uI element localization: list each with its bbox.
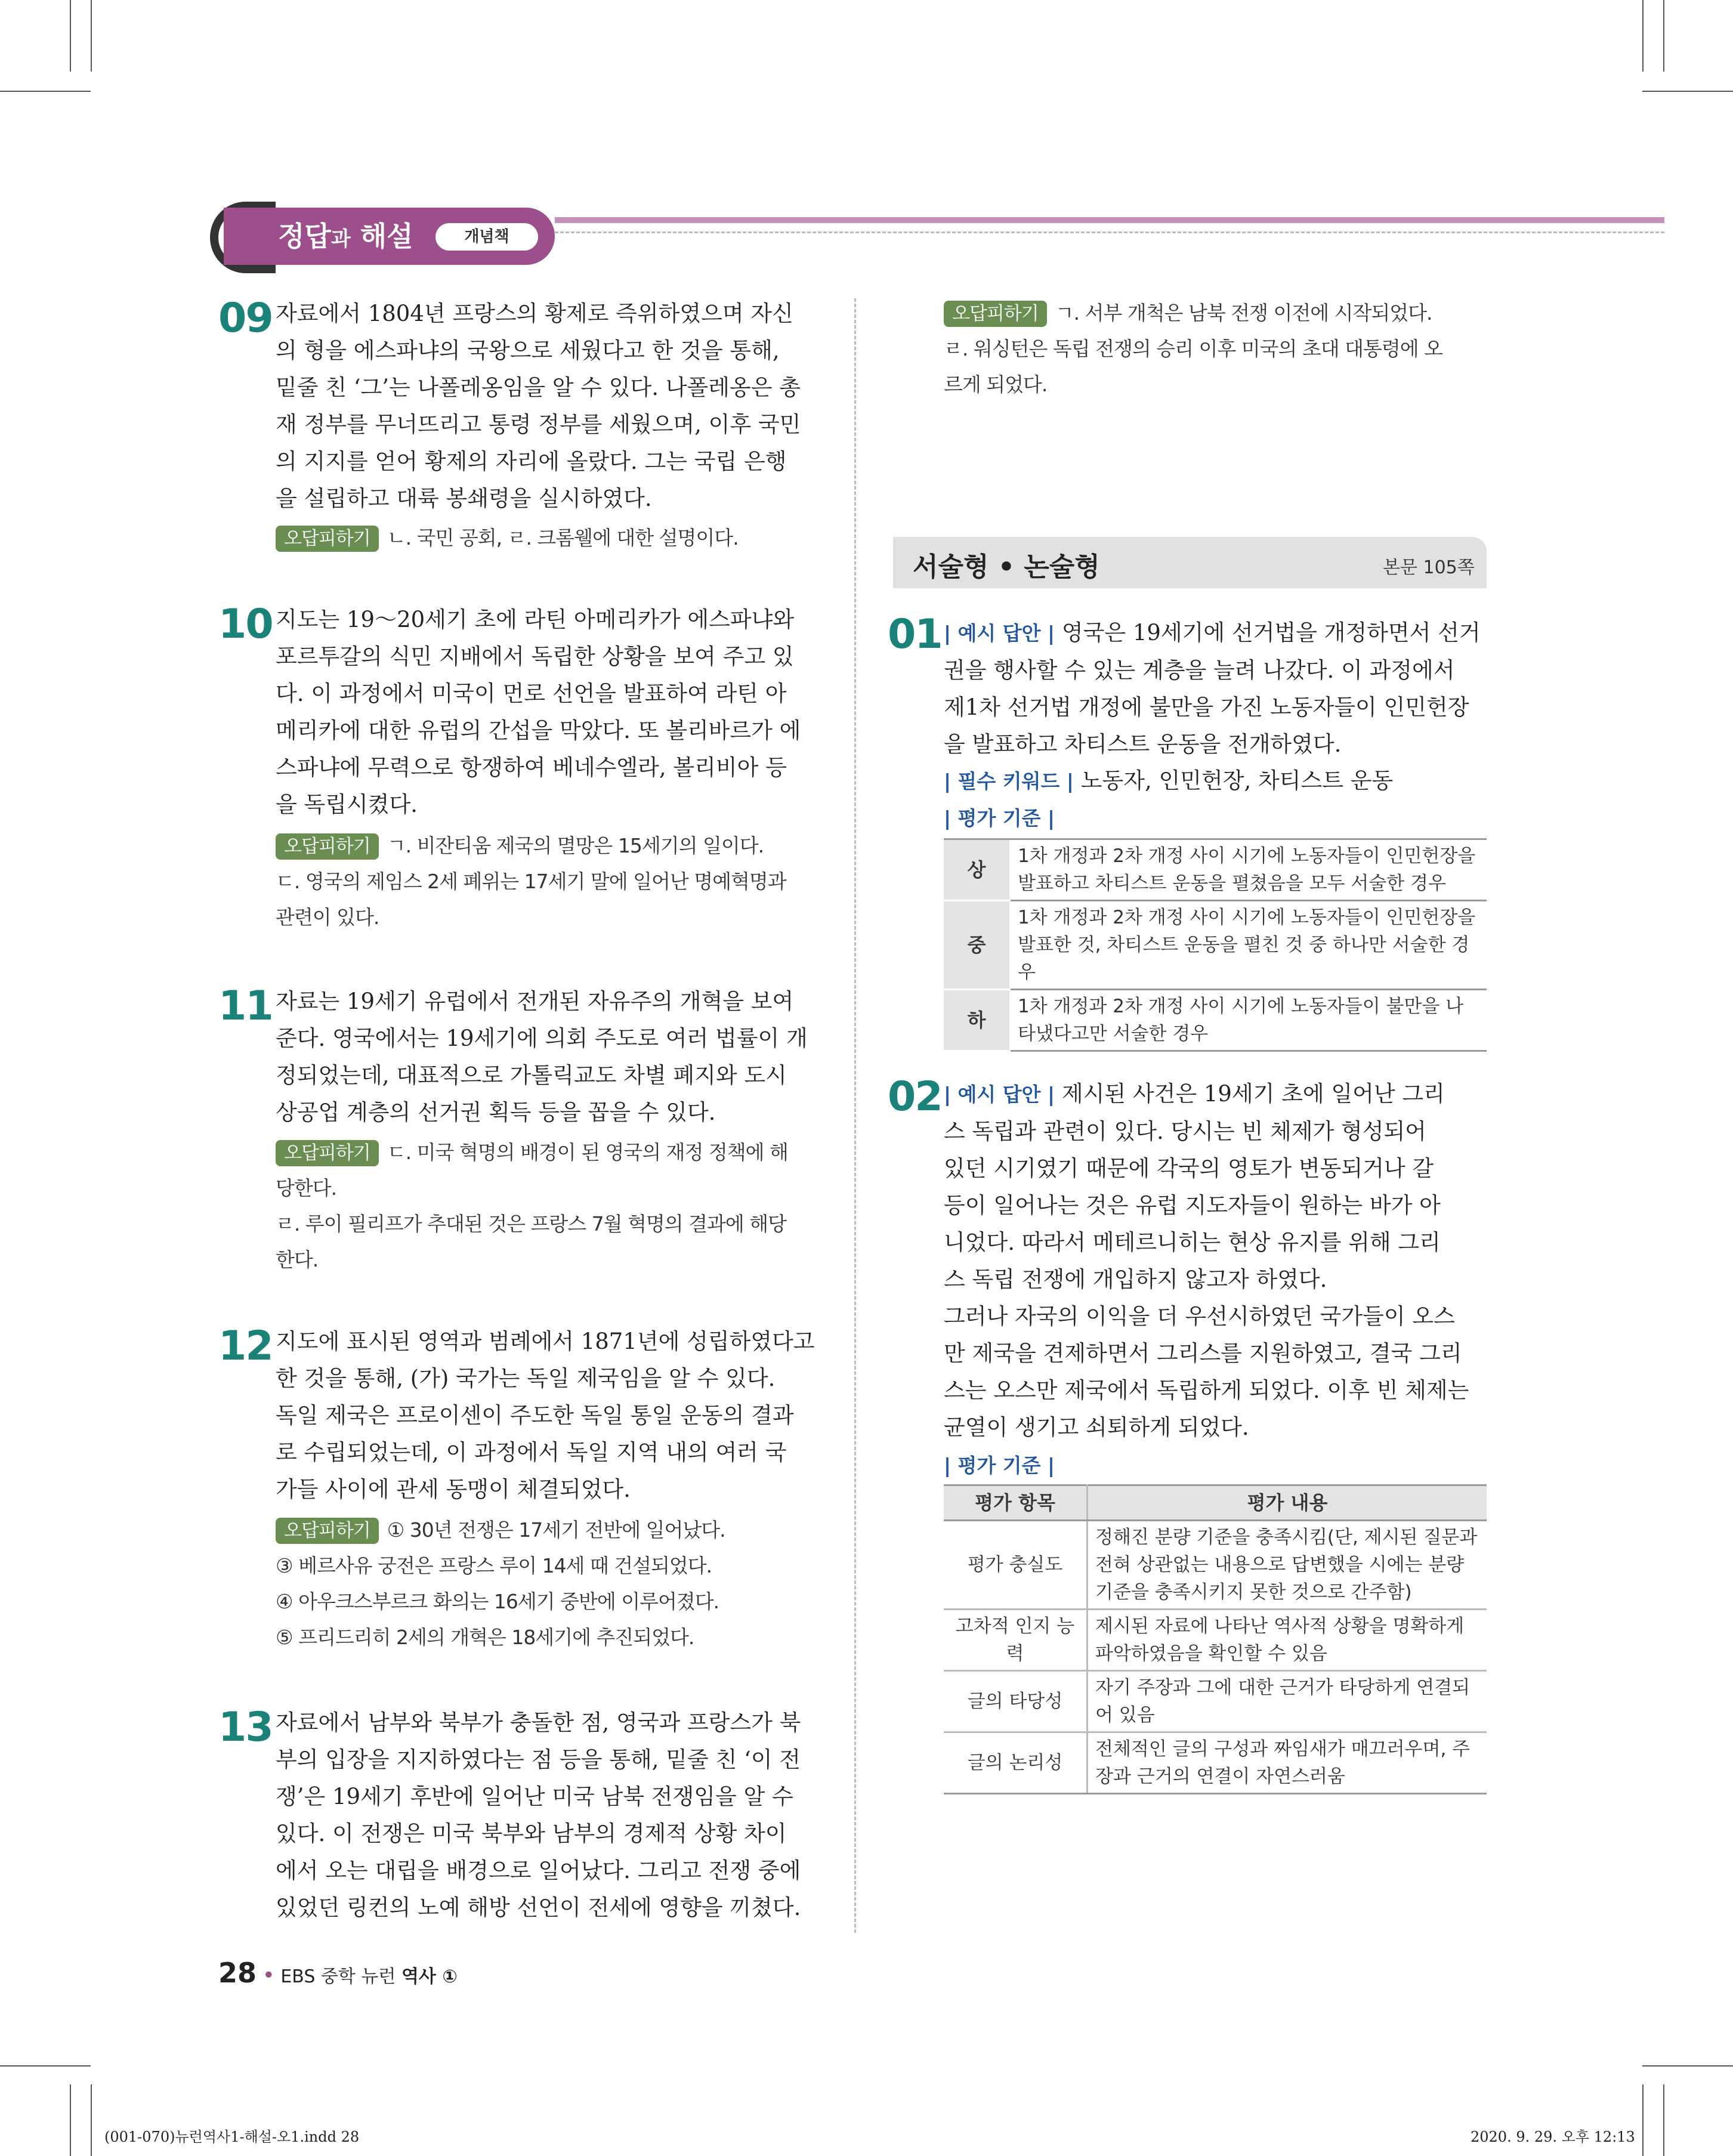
print-slug-left: (001-070)뉴런역사1-해설-오1.indd 28 (104, 2129, 360, 2145)
crop-mark (0, 2065, 91, 2067)
header-dashed-rule (555, 231, 1664, 233)
crop-mark (0, 91, 91, 92)
question-number: 02 (888, 1073, 942, 1120)
crop-mark (1663, 0, 1664, 72)
book-badge: 개념책 (435, 223, 538, 251)
subject-name: 역사 ① (401, 1966, 458, 1987)
crop-mark (91, 2084, 92, 2156)
crop-mark (70, 0, 71, 72)
page-title: 정답과 해설 (278, 220, 413, 252)
table-row: 하 1차 개정과 2차 개정 사이 시기에 노동자들이 불만을 나타냈다고만 서술한 경우 (944, 990, 1487, 1051)
keyword-label: | 필수 키워드 | (944, 770, 1074, 793)
table-row: 중 1차 개정과 2차 개정 사이 시기에 노동자들이 인민헌장을 발표한 것, 차티스트 운동을 펼친 것 중 하나만 서술한 경우 (944, 901, 1487, 990)
column-divider (854, 298, 856, 1933)
crop-mark (91, 0, 92, 72)
wrong-answer-tag: 오답피하기 (944, 301, 1047, 327)
crop-mark (1642, 2084, 1644, 2156)
question-number: 10 (218, 601, 273, 648)
question-number: 13 (218, 1704, 273, 1751)
question-number: 09 (218, 295, 273, 342)
bullet-icon: • (262, 1963, 275, 1988)
keyword-line: | 필수 키워드 | 노동자, 인민헌장, 차티스트 운동 (944, 768, 1394, 793)
crop-mark (1663, 2084, 1664, 2156)
wrong-answer-note: 오답피하기 ㄷ. 미국 혁명의 배경이 된 영국의 재정 정책에 해 당한다. ㄹ. 루이 필리프가 추대된 것은 프랑스 7월 혁명의 결과에 해당 한다. (276, 1141, 788, 1271)
section-title: 서술형 • 논술형 (913, 552, 1100, 582)
table-row: 고차적 인지 능력 제시된 자료에 나타난 역사적 상황을 명확하게 파악하였음을 확인할 수 있음 (944, 1610, 1487, 1671)
table-row: 글의 논리성 전체적인 글의 구성과 짜임새가 매끄러우며, 주장과 근거의 연결이 자연스러움 (944, 1732, 1487, 1794)
criteria-table (944, 838, 1487, 1052)
answer-text: 자료는 19세기 유럽에서 전개된 자유주의 개혁을 보여 준다. 영국에서는 19세기에 의회 주도로 여러 법률이 개 정되었는데, 대표적으로 가톨릭교도 차별 폐지와 도시 상공업 계층의 선거권 획득 등을 꼽을 수 있다. (276, 989, 808, 1125)
criteria-label: | 평가 기준 | (944, 1454, 1055, 1477)
wrong-answer-tag: 오답피하기 (276, 833, 379, 860)
table-row: 평가 충실도 정해진 분량 기준을 충족시킴(단, 제시된 질문과 전혀 상관없는 내용으로 답변했을 시에는 분량 기준을 충족시키지 못한 것으로 간주함) (944, 1521, 1487, 1610)
wrong-answer-tag: 오답피하기 (276, 526, 379, 552)
header-rule (555, 217, 1664, 223)
answer-text: | 예시 답안 | 제시된 사건은 19세기 초에 일어난 그리 스 독립과 관련이 있다. 당시는 빈 체제가 형성되어 있던 시기였기 때문에 각국의 영토가 변동되거나 갈 등이 일어나는 것은 유럽 지도자들이 원하는 바가 아 니었다. 따라서 메테르니히는 현상 유지를 위해 그리 스 독립 전쟁에 개입하지 않고자 하였다. 그러나 자국의 이익을 더 우선시하였던 국가들이 오스 만 제국을 견제하면서 그리스를 지원하였고, 결국 그리 스는 오스만 제국에서 독립하게 되었다. 이후 빈 체제는 균열이 생기고 쇠퇴하게 되었다. (944, 1081, 1469, 1440)
crop-mark (1642, 91, 1733, 92)
page-number: 28 (218, 1957, 257, 1989)
table-header-row: 평가 항목 평가 내용 (944, 1485, 1487, 1521)
answer-text: 지도는 19～20세기 초에 라틴 아메리카가 에스파냐와 포르투갈의 식민 지배에서 독립한 상황을 보여 주고 있 다. 이 과정에서 미국이 먼로 선언을 발표하여 라틴 아 메리카에 대한 유럽의 간섭을 막았다. 또 볼리바르가 에 스파냐에 무력으로 항쟁하여 베네수엘라, 볼리비아 등 을 독립시켰다. (276, 607, 801, 817)
crop-mark (70, 2084, 71, 2156)
wrong-answer-tag: 오답피하기 (276, 1518, 379, 1544)
answer-text: 지도에 표시된 영역과 범례에서 1871년에 성립하였다고 한 것을 통해, (가) 국가는 독일 제국임을 알 수 있다. 독일 제국은 프로이센이 주도한 독일 통일 운동의 결과 로 수립되었는데, 이 과정에서 독일 지역 내의 여러 국 가들 사이에 관세 동맹이 체결되었다. (276, 1329, 815, 1502)
criteria-label: | 평가 기준 | (944, 807, 1055, 830)
answer-text: 자료에서 1804년 프랑스의 황제로 즉위하였으며 자신 의 형을 에스파냐의 국왕으로 세웠다고 한 것을 통해, 밑줄 친 ‘그’는 나폴레옹임을 알 수 있다. 나폴레옹은 총 재 정부를 무너뜨리고 통령 정부를 세웠으며, 이후 국민 의 지지를 얻어 황제의 자리에 올랐다. 그는 국립 은행 을 설립하고 대륙 봉쇄령을 실시하였다. (276, 301, 801, 511)
evaluation-table (944, 1484, 1487, 1794)
example-answer-label: | 예시 답안 | (944, 1083, 1055, 1106)
question-number: 12 (218, 1323, 273, 1370)
section-page-ref: 본문 105쪽 (1383, 557, 1475, 578)
book-name: EBS 중학 뉴런 (280, 1966, 396, 1987)
question-number: 01 (888, 611, 942, 658)
crop-mark (1642, 0, 1644, 72)
table-row: 상 1차 개정과 2차 개정 사이 시기에 노동자들이 인민헌장을 발표하고 차티스트 운동을 펼쳤음을 모두 서술한 경우 (944, 839, 1487, 901)
wrong-answer-tag: 오답피하기 (276, 1140, 379, 1166)
question-number: 11 (218, 983, 273, 1030)
wrong-answer-note: 오답피하기 ㄱ. 비잔티움 제국의 멸망은 15세기의 일이다. ㄷ. 영국의 제임스 2세 폐위는 17세기 말에 일어난 명예혁명과 관련이 있다. (276, 834, 786, 929)
wrong-answer-note: 오답피하기 ㄱ. 서부 개척은 남북 전쟁 이전에 시작되었다. ㄹ. 워싱턴은 독립 전쟁의 승리 이후 미국의 초대 대통령에 오 르게 되었다. (944, 301, 1442, 396)
answer-text: | 예시 답안 | 영국은 19세기에 선거법을 개정하면서 선거 권을 행사할 수 있는 계층을 늘려 나갔다. 이 과정에서 제1차 선거법 개정에 불만을 가진 노동자들이 인민헌장 을 발표하고 차티스트 운동을 전개하였다. (944, 620, 1481, 757)
answer-text: 자료에서 남부와 북부가 충돌한 점, 영국과 프랑스가 북 부의 입장을 지지하였다는 점 등을 통해, 밑줄 친 ‘이 전 쟁’은 19세기 후반에 일어난 미국 남북 전쟁임을 알 수 있다. 이 전쟁은 미국 북부와 남부의 경제적 상황 차이 에서 오는 대립을 배경으로 일어났다. 그리고 전쟁 중에 있었던 링컨의 노예 해방 선언이 전세에 영향을 끼쳤다. (276, 1710, 801, 1920)
page-footer (218, 1957, 458, 1989)
crop-mark (1642, 2065, 1733, 2067)
table-row: 글의 타당성 자기 주장과 그에 대한 근거가 타당하게 연결되어 있음 (944, 1671, 1487, 1732)
wrong-answer-note: 오답피하기 ㄴ. 국민 공회, ㄹ. 크롬웰에 대한 설명이다. (276, 520, 824, 556)
print-slug-right: 2020. 9. 29. 오후 12:13 (1471, 2129, 1635, 2145)
example-answer-label: | 예시 답안 | (944, 622, 1055, 645)
wrong-answer-note: 오답피하기 ① 30년 전쟁은 17세기 전반에 일어났다. ③ 베르사유 궁전은 프랑스 루이 14세 때 건설되었다. ④ 아우크스부르크 화의는 16세기 중반에 이루어졌다. ⑤ 프리드리히 2세의 개혁은 18세기에 추진되었다. (276, 1518, 725, 1649)
